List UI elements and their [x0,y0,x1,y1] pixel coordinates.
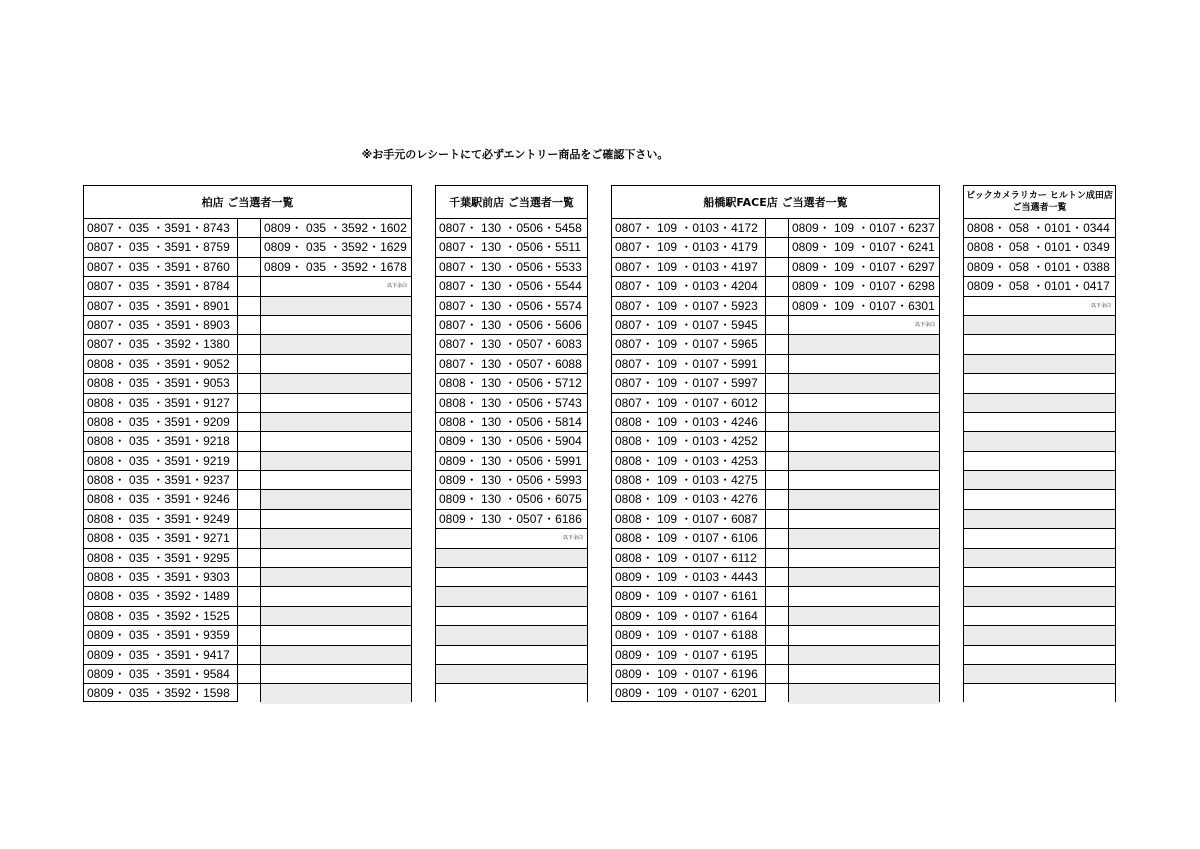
winner-number: 0807・ 035 ・3591・8759 [84,238,237,257]
winner-number: 0809・ 109 ・0107・6237 [789,219,939,238]
empty-row [261,297,411,316]
spacer-cell [766,665,788,684]
empty-row [789,510,939,529]
spacer-cell [238,374,260,393]
spacer-cell [766,626,788,645]
spacer-cell [766,258,788,277]
spacer-cell [766,490,788,509]
winner-number: 0808・ 109 ・0107・6106 [612,529,765,548]
panel-title [436,186,587,219]
winner-number: 0808・ 035 ・3591・9303 [84,568,237,587]
winner-number: 0807・ 130 ・0506・5511 [436,238,587,257]
spacer-cell [766,394,788,413]
empty-row [789,471,939,490]
empty-row [261,626,411,645]
empty-row [789,452,939,471]
spacer-cell [766,529,788,548]
empty-row [964,471,1115,490]
winner-number: 0809・ 109 ・0107・6298 [789,277,939,296]
spacer-cell [766,432,788,451]
winner-number: 0809・ 035 ・3591・9417 [84,646,237,665]
notice-text: ※お手元のレシートにて必ずエントリー商品をご確認下さい。 [361,148,669,161]
empty-row [964,684,1115,703]
winner-number: 0807・ 109 ・0103・4204 [612,277,765,296]
spacer-cell [766,684,788,703]
spacer-cell [238,626,260,645]
ika-yohaku-label: 以下余白 [261,277,411,296]
winner-number: 0807・ 035 ・3591・8901 [84,297,237,316]
winner-number: 0808・ 035 ・3591・9237 [84,471,237,490]
panel-subtitle-text: ご当選者一覧 [1012,203,1067,213]
empty-row [261,549,411,568]
spacer-cell [766,510,788,529]
winner-number: 0808・ 130 ・0506・5814 [436,413,587,432]
empty-row [789,587,939,606]
winner-number: 0807・ 035 ・3592・1380 [84,335,237,354]
spacer-cell [766,568,788,587]
empty-row [261,355,411,374]
empty-row [261,646,411,665]
winner-number: 0809・ 109 ・0103・4443 [612,568,765,587]
winner-number: 0809・ 109 ・0107・6161 [612,587,765,606]
panel-title [84,186,411,219]
panel-title [612,186,939,219]
spacer-cell [238,529,260,548]
winner-number: 0808・ 109 ・0103・4275 [612,471,765,490]
winner-number: 0809・ 035 ・3592・1602 [261,219,411,238]
empty-row [261,510,411,529]
winner-number: 0808・ 035 ・3591・9209 [84,413,237,432]
winner-number: 0808・ 130 ・0506・5743 [436,394,587,413]
empty-row [261,684,411,703]
winner-number: 0809・ 130 ・0507・6186 [436,510,587,529]
spacer-cell [238,335,260,354]
winner-number: 0809・ 130 ・0506・6075 [436,490,587,509]
empty-row [789,374,939,393]
winner-number: 0807・ 035 ・3591・8743 [84,219,237,238]
winner-number: 0807・ 109 ・0107・5997 [612,374,765,393]
empty-row [261,316,411,335]
spacer-cell [238,297,260,316]
winner-number: 0809・ 035 ・3592・1678 [261,258,411,277]
winner-number: 0807・ 130 ・0507・6083 [436,335,587,354]
column-spacer [765,219,788,701]
empty-row [789,394,939,413]
panel-title-text: 柏店 ご当選者一覧 [201,195,294,209]
spacer-cell [238,684,260,703]
winner-number: 0809・ 130 ・0506・5993 [436,471,587,490]
spacer-cell [238,490,260,509]
winner-number: 0807・ 130 ・0506・5544 [436,277,587,296]
spacer-cell [238,432,260,451]
empty-row [261,490,411,509]
empty-row [261,607,411,626]
empty-row [964,394,1115,413]
panel-kashiwa [83,185,412,702]
winner-number: 0807・ 109 ・0107・5923 [612,297,765,316]
spacer-cell [238,646,260,665]
empty-row [789,432,939,451]
winner-number: 0808・ 035 ・3591・9053 [84,374,237,393]
empty-row [964,452,1115,471]
winner-number: 0808・ 035 ・3591・9218 [84,432,237,451]
empty-row [436,607,587,626]
winner-number: 0808・ 130 ・0506・5712 [436,374,587,393]
empty-row [261,665,411,684]
empty-row [964,626,1115,645]
winner-number: 0807・ 109 ・0107・6012 [612,394,765,413]
empty-row [789,490,939,509]
empty-row [789,335,939,354]
winner-column-2 [788,219,939,701]
ika-yohaku-label: 以下余白 [789,316,939,335]
winner-number: 0809・ 109 ・0107・6241 [789,238,939,257]
winner-number: 0809・ 035 ・3592・1629 [261,238,411,257]
winner-number: 0809・ 109 ・0107・6188 [612,626,765,645]
spacer-cell [238,568,260,587]
winner-number: 0808・ 035 ・3591・9219 [84,452,237,471]
spacer-cell [766,587,788,606]
winner-number: 0807・ 109 ・0107・5945 [612,316,765,335]
spacer-cell [766,452,788,471]
empty-row [261,471,411,490]
empty-row [789,626,939,645]
winner-number: 0807・ 130 ・0507・6088 [436,355,587,374]
empty-row [964,316,1115,335]
winner-number: 0807・ 109 ・0103・4172 [612,219,765,238]
empty-row [436,587,587,606]
winner-number: 0808・ 109 ・0103・4253 [612,452,765,471]
winner-number: 0807・ 130 ・0506・5458 [436,219,587,238]
panel-title-text: ビックカメラリカー ヒルトン成田店 [966,191,1113,201]
winner-column-1 [436,219,587,701]
winner-column-2 [260,219,411,701]
spacer-cell [766,355,788,374]
winner-number: 0808・ 035 ・3591・9246 [84,490,237,509]
winner-number: 0807・ 035 ・3591・8903 [84,316,237,335]
winner-number: 0809・ 058 ・0101・0417 [964,277,1115,296]
spacer-cell [238,219,260,238]
empty-row [964,587,1115,606]
winner-number: 0809・ 109 ・0107・6196 [612,665,765,684]
winner-number: 0807・ 035 ・3591・8784 [84,277,237,296]
spacer-cell [238,471,260,490]
winner-column-1 [612,219,765,701]
ika-yohaku-label: 以下余白 [436,529,587,548]
panel-title-text: 船橋駅FACE店 ご当選者一覧 [703,195,848,209]
empty-row [261,335,411,354]
column-spacer [237,219,260,701]
winner-number: 0807・ 109 ・0107・5965 [612,335,765,354]
winner-number: 0807・ 130 ・0506・5533 [436,258,587,277]
winner-number: 0808・ 109 ・0107・6112 [612,549,765,568]
empty-row [964,413,1115,432]
winner-number: 0809・ 109 ・0107・6195 [612,646,765,665]
empty-row [261,432,411,451]
panel-chiba [435,185,588,702]
winner-number: 0809・ 130 ・0506・5991 [436,452,587,471]
panel-funabashi [611,185,940,702]
empty-row [436,626,587,645]
winner-number: 0808・ 058 ・0101・0344 [964,219,1115,238]
winner-number: 0808・ 109 ・0103・4276 [612,490,765,509]
winner-number: 0807・ 130 ・0506・5574 [436,297,587,316]
spacer-cell [238,607,260,626]
winner-number: 0809・ 058 ・0101・0388 [964,258,1115,277]
winner-number: 0808・ 035 ・3592・1525 [84,607,237,626]
empty-row [261,374,411,393]
spacer-cell [766,238,788,257]
empty-row [789,665,939,684]
panel-narita [963,185,1116,702]
winner-number: 0808・ 109 ・0107・6087 [612,510,765,529]
empty-row [964,646,1115,665]
spacer-cell [238,258,260,277]
empty-row [789,529,939,548]
empty-row [964,432,1115,451]
spacer-cell [766,316,788,335]
empty-row [436,665,587,684]
winner-number: 0808・ 035 ・3591・9249 [84,510,237,529]
winner-column-1 [84,219,237,701]
winner-number: 0808・ 109 ・0103・4252 [612,432,765,451]
winner-number: 0809・ 035 ・3591・9359 [84,626,237,645]
spacer-cell [238,413,260,432]
spacer-cell [766,277,788,296]
spacer-cell [766,549,788,568]
empty-row [964,374,1115,393]
panel-title-text: 千葉駅前店 ご当選者一覧 [449,195,574,209]
panel-title [964,186,1115,219]
winner-number: 0807・ 130 ・0506・5606 [436,316,587,335]
empty-row [789,568,939,587]
winner-number: 0809・ 109 ・0107・6201 [615,686,758,701]
spacer-cell [238,394,260,413]
spacer-cell [238,510,260,529]
empty-row [261,452,411,471]
winner-number: 0808・ 035 ・3591・9052 [84,355,237,374]
spacer-cell [238,277,260,296]
winner-number: 0808・ 035 ・3591・9127 [84,394,237,413]
winner-number: 0807・ 109 ・0103・4179 [612,238,765,257]
winner-number: 0808・ 035 ・3591・9271 [84,529,237,548]
empty-row [789,607,939,626]
spacer-cell [238,316,260,335]
empty-row [261,413,411,432]
spacer-cell [238,238,260,257]
winner-number: 0807・ 035 ・3591・8760 [84,258,237,277]
empty-row [964,568,1115,587]
winner-number: 0809・ 035 ・3591・9584 [84,665,237,684]
spacer-cell [766,335,788,354]
empty-row [964,549,1115,568]
empty-row [789,646,939,665]
winner-number: 0808・ 035 ・3592・1489 [84,587,237,606]
empty-row [789,413,939,432]
winner-number: 0807・ 109 ・0103・4197 [612,258,765,277]
winner-number: 0808・ 109 ・0103・4246 [612,413,765,432]
empty-row [261,568,411,587]
winner-number: 0808・ 058 ・0101・0349 [964,238,1115,257]
winner-number: 0809・ 109 ・0107・6297 [789,258,939,277]
empty-row [789,355,939,374]
ika-yohaku-label: 以下余白 [964,297,1115,316]
winner-number: 0809・ 109 ・0107・6301 [789,297,939,316]
empty-row [789,684,939,703]
empty-row [964,335,1115,354]
spacer-cell [766,219,788,238]
empty-row [261,587,411,606]
spacer-cell [766,374,788,393]
empty-row [789,549,939,568]
winner-number: 0809・ 109 ・0107・6164 [612,607,765,626]
spacer-cell [766,471,788,490]
winner-number: 0808・ 035 ・3591・9295 [84,549,237,568]
spacer-cell [238,355,260,374]
spacer-cell [766,607,788,626]
spacer-cell [766,646,788,665]
empty-row [964,490,1115,509]
spacer-cell [238,665,260,684]
empty-row [436,646,587,665]
empty-row [436,568,587,587]
empty-row [261,394,411,413]
spacer-cell [238,549,260,568]
winner-number: 0807・ 109 ・0107・5991 [612,355,765,374]
empty-row [964,510,1115,529]
winner-column-1 [964,219,1115,701]
empty-row [964,529,1115,548]
winner-number: 0809・ 130 ・0506・5904 [436,432,587,451]
spacer-cell [238,452,260,471]
spacer-cell [766,413,788,432]
empty-row [964,665,1115,684]
winner-number: 0809・ 035 ・3592・1598 [87,686,230,701]
empty-row [436,549,587,568]
empty-row [436,684,587,703]
empty-row [964,355,1115,374]
spacer-cell [238,587,260,606]
empty-row [261,529,411,548]
empty-row [964,607,1115,626]
spacer-cell [766,297,788,316]
